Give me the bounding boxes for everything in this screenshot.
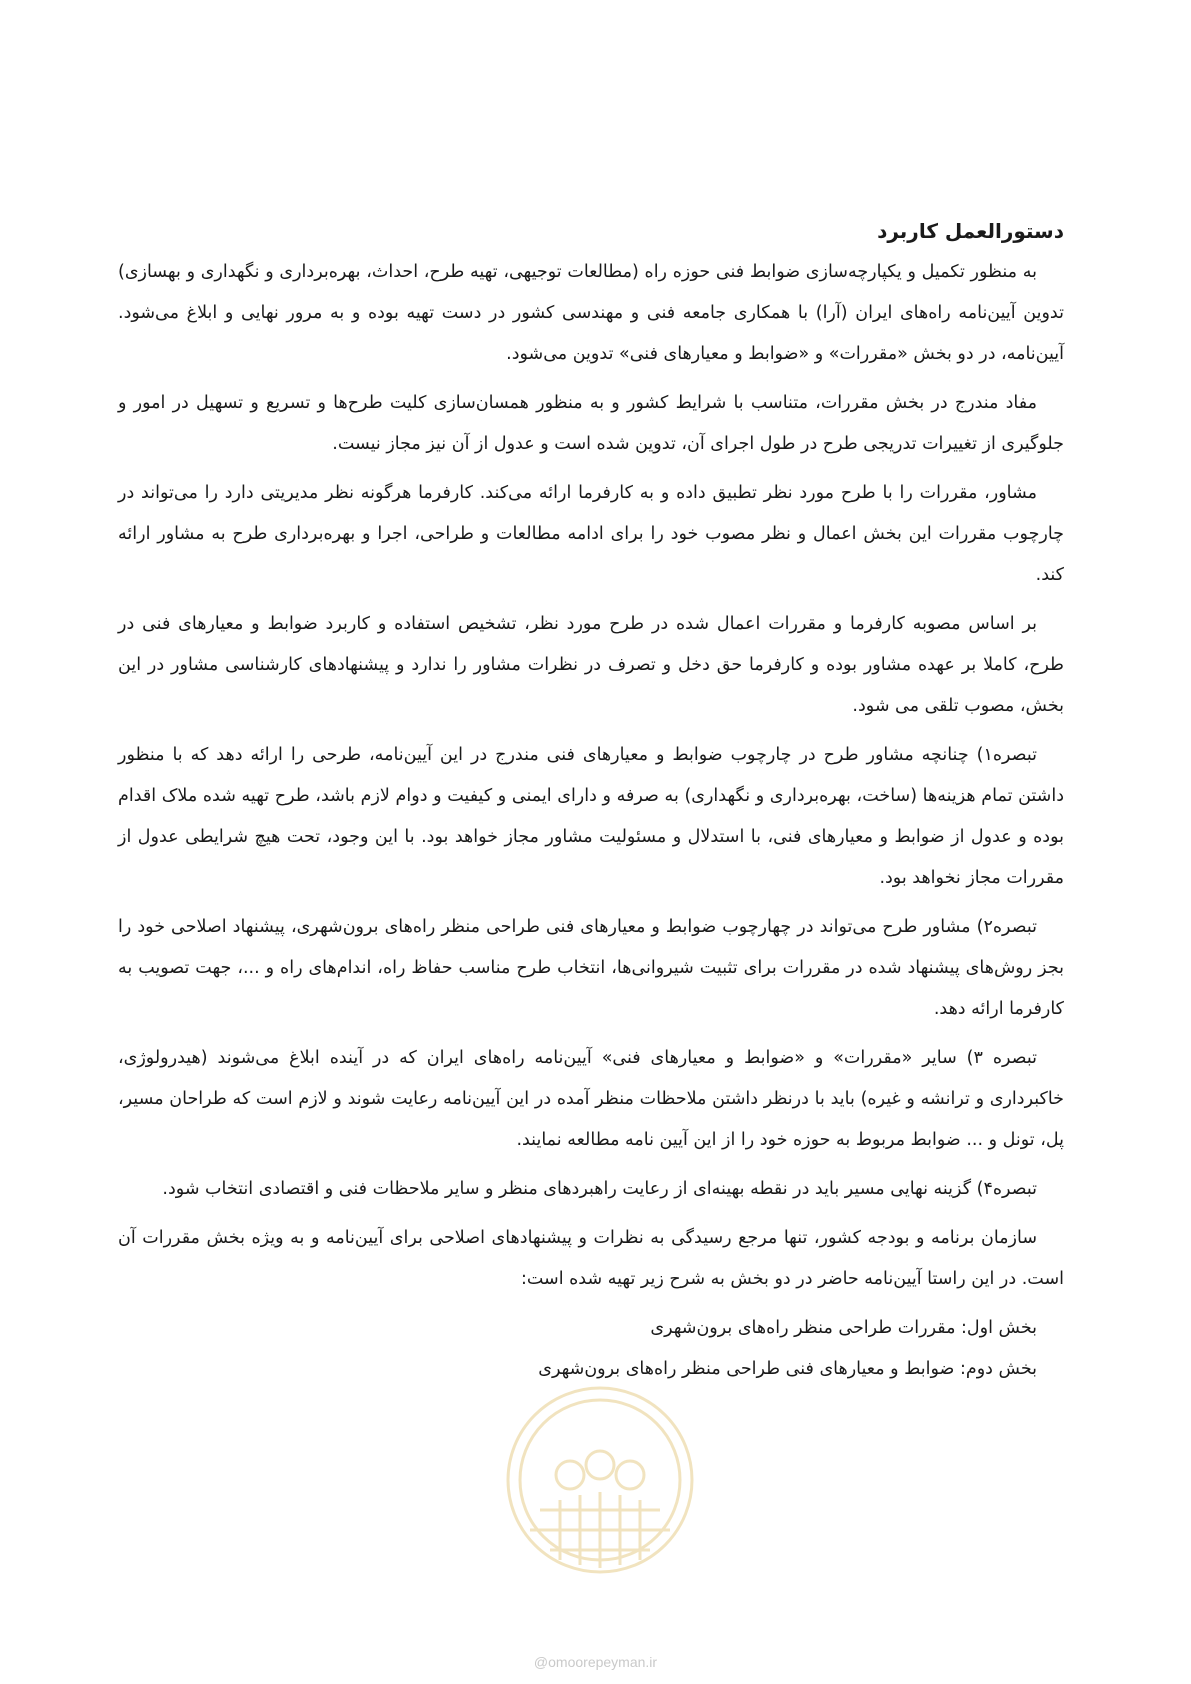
paragraph-regulations: مفاد مندرج در بخش مقررات، متناسب با شرایط کشور و به منظور همسان‌سازی کلیت طرح‌ها و تسریع و تسهیل در امور و جلوگیری از تغییرات تدریجی طرح در طول اجرای آن، تدوین شده است و عدول از آن نیز مجاز نیست. (118, 393, 1064, 454)
watermark-seal-icon (500, 1380, 700, 1580)
section-part-two: بخش دوم: ضوابط و معیارهای فنی طراحی منظر راه‌های برون‌شهری (538, 1359, 1037, 1379)
document-body (118, 216, 1064, 1390)
paragraph-note-1: تبصره۱) چنانچه مشاور طرح در چارچوب ضوابط و معیارهای فنی مندرج در این آیین‌نامه، طرحی را ارائه دهد که با منظور داشتن تمام هزینه‌ها (ساخت، بهره‌برداری و نگهداری) به صرفه و دارای ایمنی و کیفیت و دوام لازم باشد، طرح تهیه شده ملاک اقدام بوده و عدول از ضوابط و معیارهای فنی، با استدلال و مسئولیت مشاور مجاز خواهد بود. با این وجود، تحت هیچ شرایطی عدول از مقررات مجاز نخواهد بود. (118, 745, 1064, 888)
watermark-url: @omoorepeyman.ir (533, 1654, 658, 1670)
paragraph-note-4: تبصره۴) گزینه نهایی مسیر باید در نقطه بهینه‌ای از رعایت راهبردهای منظر و سایر ملاحظات فنی و اقتصادی انتخاب شود. (162, 1179, 1037, 1199)
section-part-one: بخش اول: مقررات طراحی منظر راه‌های برون‌شهری (650, 1318, 1037, 1338)
paragraph-note-2: تبصره۲) مشاور طرح می‌تواند در چهارچوب ضوابط و معیارهای فنی طراحی منظر راه‌های برون‌شهری، پیشنهاد اصلاحی خود را بجز روش‌های پیشنهاد شده در مقررات برای تثبیت شیروانی‌ها، انتخاب طرح مناسب حفاظ راه، اندام‌های راه و ...، جهت تصویب به کارفرما ارائه دهد. (118, 917, 1064, 1019)
paragraph-note-3: تبصره ۳) سایر «مقررات» و «ضوابط و معیارهای فنی» آیین‌نامه راه‌های ایران که در آینده ابلاغ می‌شوند (هیدرولوژی، خاکبرداری و ترانشه و غیره) باید با درنظر داشتن ملاحظات منظر آمده در این آیین‌نامه رعایت شوند و لازم است که طراحان مسیر، پل، تونل و ... ضوابط مربوط به حوزه خود را از این آیین نامه مطالعه نمایند. (118, 1048, 1064, 1150)
paragraph-intro: به منظور تکمیل و یکپارچه‌سازی ضوابط فنی حوزه راه (مطالعات توجیهی، تهیه طرح، احداث، بهره‌برداری و نگهداری و بهسازی) تدوین آیین‌نامه راه‌های ایران (آرا) با همکاری جامعه فنی و مهندسی کشور در دست تهیه بوده و به مرور نهایی و ابلاغ می‌شود. آیین‌نامه، در دو بخش «مقررات» و «ضوابط و معیارهای فنی» تدوین می‌شود. (118, 262, 1064, 364)
paragraph-consultant: مشاور، مقررات را با طرح مورد نظر تطبیق داده و به کارفرما ارائه می‌کند. کارفرما هرگونه نظر مدیریتی دارد را می‌تواند در چارچوب مقررات این بخش اعمال و نظر مصوب خود را برای ادامه مطالعات و طراحی، اجرا و بهره‌برداری طرح به مشاور ارائه کند. (118, 483, 1064, 585)
document-title: دستورالعمل کاربرد (877, 219, 1064, 243)
paragraph-organization: سازمان برنامه و بودجه کشور، تنها مرجع رسیدگی به نظرات و پیشنهادهای اصلاحی برای آیین‌نامه و به ویژه بخش مقررات آن است. در این راستا آیین‌نامه حاضر در دو بخش به شرح زیر تهیه شده است: (118, 1228, 1064, 1289)
paragraph-employer-approval: بر اساس مصوبه کارفرما و مقررات اعمال شده در طرح مورد نظر، تشخیص استفاده و کاربرد ضوابط و معیارهای فنی در طرح، کاملا بر عهده مشاور بوده و کارفرما حق دخل و تصرف در نظرات مشاور را ندارد و پیشنهادهای کارشناسی مشاور در این بخش، مصوب تلقی می شود. (118, 614, 1064, 716)
